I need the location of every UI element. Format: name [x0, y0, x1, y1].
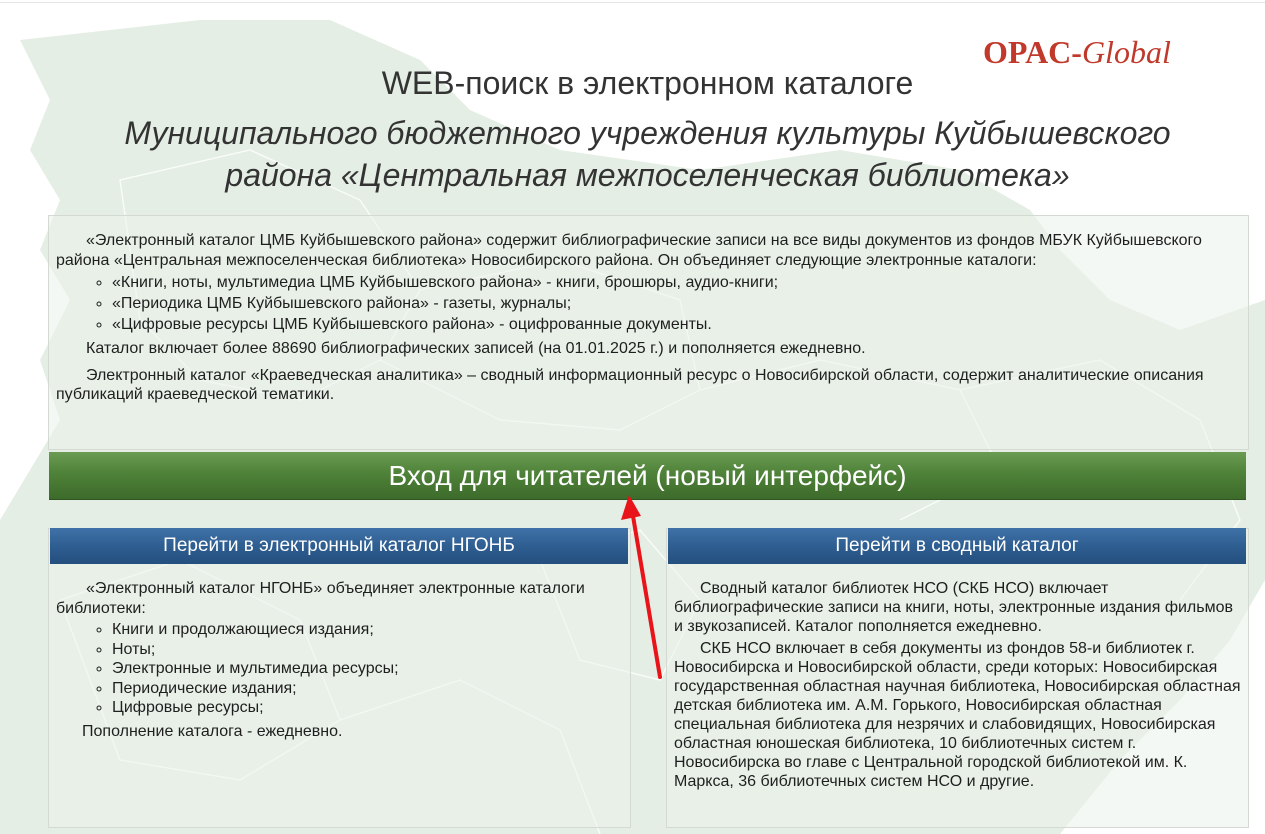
- page-header: [0, 64, 1265, 196]
- logo-global: Global: [1081, 34, 1171, 70]
- reader-login-button[interactable]: Вход для читателей (новый интерфейс): [49, 452, 1246, 500]
- svodny-paragraph-1: Сводный каталог библиотек НСО (СКБ НСО) включает библиографические записи на книги, ноты, электронные издания фильмов и звукозаписей. Каталог пополняется ежедневно.: [674, 580, 1233, 635]
- svodny-panel: [666, 528, 1249, 828]
- ngonb-catalog-button[interactable]: Перейти в электронный каталог НГОНБ: [50, 528, 628, 564]
- ngonb-list-item: ◦ Электронные и мультимедиа ресурсы;: [112, 659, 616, 679]
- ngonb-list-item: ◦ Ноты;: [112, 640, 616, 660]
- catalog-item: ◦ «Периодика ЦМБ Куйбышевского района» - газеты, журналы;: [112, 293, 1241, 314]
- ngonb-list-item: ◦ Периодические издания;: [112, 679, 616, 699]
- ngonb-list-item: ◦ Книги и продолжающиеся издания;: [112, 620, 616, 640]
- intro-paragraph-3: Электронный каталог «Краеведческая аналитика» – сводный информационный ресурс о Новосибирской области, содержит аналитические описания публикаций краеведческой тематики.: [56, 366, 1204, 403]
- intro-text: [56, 231, 1241, 412]
- ngonb-list: [56, 620, 616, 718]
- ngonb-paragraph-1: «Электронный каталог НГОНБ» объединяет электронные каталоги библиотеки:: [56, 580, 585, 617]
- top-divider: [0, 2, 1265, 3]
- catalog-item: ◦ «Цифровые ресурсы ЦМБ Куйбышевского района» - оцифрованные документы.: [112, 314, 1241, 335]
- catalog-list: [56, 272, 1241, 335]
- logo-opac: OPAC: [983, 34, 1072, 70]
- svodny-text: [674, 579, 1244, 791]
- page-subtitle-line1: Муниципального бюджетного учреждения культуры Куйбышевского: [124, 115, 1171, 151]
- page-title: WEB-поиск в электронном каталоге: [381, 65, 914, 101]
- ngonb-list-item: ◦ Цифровые ресурсы;: [112, 698, 616, 718]
- ngonb-text: [56, 579, 616, 741]
- catalog-item: ◦ «Книги, ноты, мультимедиа ЦМБ Куйбышевского района» - книги, брошюры, аудио-книги;: [112, 272, 1241, 293]
- page-subtitle-line2: района «Центральная межпоселенческая библиотека»: [225, 157, 1070, 193]
- ngonb-panel: [48, 528, 631, 828]
- intro-paragraph-2: Каталог включает более 88690 библиографических записей (на 01.01.2025 г.) и пополняется ежедневно.: [86, 340, 866, 357]
- intro-panel: [48, 215, 1249, 450]
- svodny-paragraph-2: СКБ НСО включает в себя документы из фондов 58-и библиотек г. Новосибирска и Новосибирской области, среди которых: Новосибирская государственная областная научная библиотека, Новосибирская областная детская библиотека им. А.М. Горького, Новосибирская областная специальная библиотека для незрячих и слабовидящих, Новосибирская областная юношеская библиотека, 10 библиотечных систем г. Новосибирска во главе с Центральной городской библиотекой им. К. Маркса, 36 библиотечных систем НСО и другие.: [674, 640, 1241, 790]
- ngonb-paragraph-2: Пополнение каталога - ежедневно.: [82, 722, 343, 740]
- logo-sep: -: [1071, 34, 1082, 70]
- svodny-catalog-button[interactable]: Перейти в сводный каталог: [668, 528, 1246, 564]
- intro-paragraph-1: «Электронный каталог ЦМБ Куйбышевского района» содержит библиографические записи на все виды документов из фондов МБУК Куйбышевского района «Центральная межпоселенческая библиотека» Новосибирского района. Он объединяет следующие электронные каталоги:: [56, 232, 1202, 269]
